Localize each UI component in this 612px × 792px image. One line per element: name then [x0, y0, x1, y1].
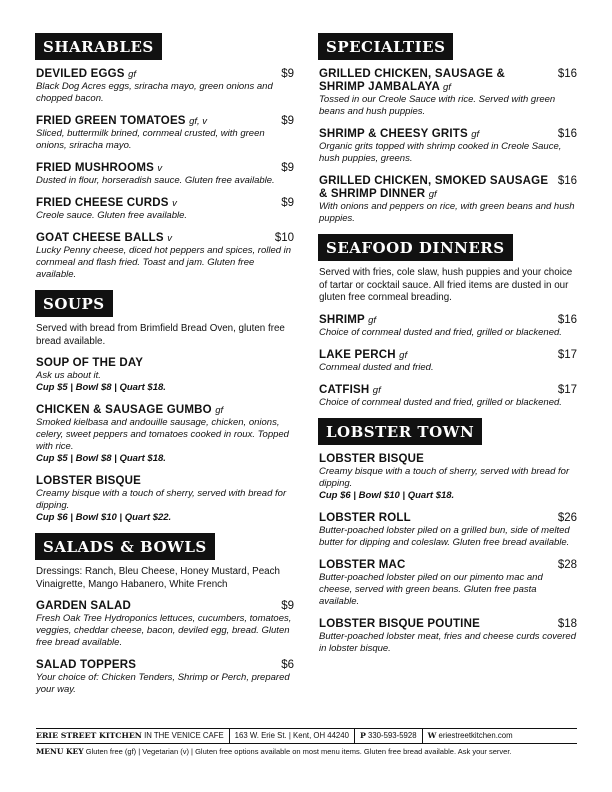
- menu-item: [319, 128, 577, 165]
- menu-item-description: Cornmeal dusted and fried.: [319, 361, 434, 373]
- menu-item-price: $28: [557, 558, 577, 571]
- menu-item: [36, 600, 294, 649]
- menu-item-name-line: [319, 68, 550, 94]
- menu-items: [36, 357, 294, 524]
- section-lobster: [319, 419, 577, 655]
- menu-item-name-line: [319, 349, 407, 362]
- menu-item-description: Sliced, buttermilk brined, cornmeal crusted, with green onions, sriracha mayo.: [36, 128, 265, 151]
- dietary-tag: gf: [442, 82, 451, 93]
- dietary-tag: gf: [215, 405, 224, 416]
- menu-item-header: [319, 512, 577, 525]
- menu-item-description: Tossed in our Creole Sauce with rice. Served with green beans and hush puppies.: [319, 94, 556, 117]
- menu-item-description: Dusted in flour, horseradish sauce. Gluten free available.: [36, 175, 275, 186]
- website-link[interactable]: eriestreetkitchen.com: [438, 731, 513, 740]
- menu-item: [319, 314, 577, 339]
- menu-item: [319, 68, 577, 118]
- menu-item-name-line: [36, 357, 143, 370]
- menu-item: [36, 197, 294, 222]
- menu-item-name: CHICKEN & SAUSAGE GUMBO: [36, 404, 212, 416]
- menu-item: [36, 68, 294, 105]
- menu-item-name-line: [36, 115, 207, 128]
- dietary-tag: v: [172, 198, 177, 209]
- menu-items: [319, 68, 577, 225]
- brand-name: ERIE STREET KITCHEN: [36, 731, 142, 740]
- menu-key-label: MENU KEY: [36, 747, 84, 756]
- section-intro-salads: Dressings: Ranch, Bleu Cheese, Honey Mustard, Peach Vinaigrette, Mango Habanero, White French: [36, 566, 280, 590]
- section-title-specialties: SPECIALTIES: [319, 34, 452, 59]
- menu-item-name-line: [36, 659, 136, 672]
- menu-item-description: With onions and peppers on rice, with green beans and hush puppies.: [319, 201, 575, 224]
- menu-item: [36, 475, 294, 524]
- menu-item-name-line: [36, 197, 177, 210]
- menu-item-header: [319, 453, 577, 466]
- menu-item-description: Organic grits topped with shrimp cooked in Creole Sauce, hush puppies, greens.: [319, 141, 562, 164]
- section-title-lobster: LOBSTER TOWN: [319, 419, 481, 444]
- menu-item-description: Black Dog Acres eggs, sriracha mayo, green onions and chopped bacon.: [36, 81, 273, 104]
- menu-item-price: $16: [557, 313, 577, 326]
- footer-address: 163 W. Erie St. | Kent, OH 44240: [229, 729, 354, 743]
- dietary-tag: gf: [428, 189, 437, 200]
- menu-item-header: [319, 128, 577, 141]
- dietary-tag: gf: [399, 349, 408, 361]
- menu-item-name-line: [36, 404, 223, 417]
- menu-item-price: $16: [557, 68, 577, 80]
- left-column: [36, 34, 294, 706]
- section-sharables: [36, 34, 294, 281]
- menu-item-price: $16: [557, 175, 577, 187]
- menu-item-header: [36, 197, 294, 210]
- menu-item-name: FRIED MUSHROOMS: [36, 162, 154, 174]
- menu-item-price: $16: [557, 128, 577, 140]
- menu-item-name-line: [319, 512, 411, 525]
- section-specialties: [319, 34, 577, 225]
- footer-website: [422, 729, 577, 743]
- footer-phone: [354, 729, 422, 743]
- dietary-tag: v: [167, 233, 172, 244]
- menu-item-header: [36, 475, 294, 488]
- menu-item-description: Creamy bisque with a touch of sherry, served with bread for dipping.: [36, 488, 287, 511]
- phone-number: 330-593-5928: [368, 731, 417, 740]
- menu-item-header: [36, 162, 294, 175]
- menu-item-name: LOBSTER BISQUE: [319, 452, 425, 465]
- menu-item-description: Ask us about it.: [36, 370, 101, 381]
- menu-item-name-line: [319, 559, 406, 572]
- menu-item-header: [319, 384, 577, 397]
- dietary-tag: gf: [368, 314, 377, 326]
- section-intro-seafood: Served with fries, cole slaw, hush puppies and your choice of tartar or cocktail sauce. All fried items are dusted in our gluten free cornmeal breading.: [319, 267, 573, 303]
- menu-item-name-line: [319, 128, 479, 141]
- menu-item-sizes: Cup $5 | Bowl $8 | Quart $18.: [36, 382, 166, 393]
- menu-item-description: Choice of cornmeal dusted and fried, grilled or blackened.: [319, 396, 562, 408]
- section-title-seafood: SEAFOOD DINNERS: [319, 235, 512, 260]
- menu-item-name: GOAT CHEESE BALLS: [36, 232, 164, 244]
- menu-items: [319, 314, 577, 409]
- menu-item-price: $17: [557, 383, 577, 396]
- footer-contact-bar: [36, 728, 577, 744]
- menu-item-header: [36, 68, 294, 81]
- menu-item-price: $9: [281, 197, 294, 209]
- menu-item: [36, 659, 294, 696]
- dietary-tag: gf, v: [189, 116, 208, 127]
- dietary-tag: gf: [471, 129, 480, 140]
- menu-item-name-line: [36, 475, 141, 488]
- menu-item-name-line: [319, 384, 381, 397]
- menu-item-price: $6: [281, 659, 294, 671]
- menu-item-price: $17: [557, 348, 577, 361]
- menu-items: [36, 68, 294, 281]
- menu-item-description: Butter-poached lobster piled on a grilled bun, side of melted butter for dipping and coleslaw. Gluten free bread available.: [319, 524, 570, 548]
- menu-item-header: [319, 68, 577, 94]
- menu-item-description: Butter-poached lobster meat, fries and cheese curds covered in lobster bisque.: [319, 630, 576, 654]
- menu-item-name: DEVILED EGGS: [36, 68, 125, 80]
- menu-items: [319, 453, 577, 655]
- menu-key-text: Gluten free (gf) | Vegetarian (v) | Gluten free options available on most menu items. Gluten free bread available. Ask your server.: [85, 747, 512, 756]
- menu-item-name: SHRIMP & CHEESY GRITS: [319, 128, 468, 140]
- menu-item-header: [319, 314, 577, 327]
- section-title-salads: SALADS & BOWLS: [36, 534, 214, 559]
- menu-item-price: $10: [274, 232, 294, 244]
- menu-item-header: [36, 600, 294, 613]
- menu-item-name-line: [36, 162, 162, 175]
- menu-item-name: GRILLED CHICKEN, SMOKED SAUSAGE & SHRIMP DINNER: [319, 175, 549, 200]
- section-salads: [36, 534, 294, 696]
- menu-item-description: Butter-poached lobster piled on our pimento mac and cheese, served with green beans. Gluten free pasta available.: [319, 571, 543, 607]
- menu-item-price: $26: [557, 511, 577, 524]
- menu-item-description: Smoked kielbasa and andouille sausage, chicken, onions, celery, sweet peppers and tomatoes cooked in roux. Topped with rice.: [36, 417, 289, 452]
- menu-item-name: LOBSTER ROLL: [319, 511, 411, 524]
- phone-label: P: [359, 731, 366, 740]
- menu-item-header: [319, 618, 577, 631]
- menu-item-description: Your choice of: Chicken Tenders, Shrimp or Perch, prepared your way.: [36, 672, 290, 695]
- menu-item-sizes: Cup $6 | Bowl $10 | Quart $18.: [319, 489, 455, 501]
- menu-item-header: [36, 357, 294, 370]
- menu-item-name: SOUP OF THE DAY: [36, 357, 144, 369]
- menu-item-header: [36, 404, 294, 417]
- menu-item: [36, 232, 294, 281]
- menu-item-name: GRILLED CHICKEN, SAUSAGE & SHRIMP JAMBALAYA: [319, 68, 506, 93]
- footer: [36, 728, 577, 758]
- menu-item-header: [319, 175, 577, 201]
- menu-item-name-line: [36, 232, 172, 245]
- menu-item-name: LOBSTER MAC: [319, 558, 406, 571]
- menu-item-name-line: [319, 175, 550, 201]
- menu-item-name-line: [319, 453, 424, 466]
- menu-item-name: GARDEN SALAD: [36, 600, 132, 612]
- menu-item-sizes: Cup $5 | Bowl $8 | Quart $18.: [36, 453, 166, 464]
- menu-item-name: FRIED GREEN TOMATOES: [36, 115, 186, 127]
- menu-item-description: Lucky Penny cheese, diced hot peppers and spices, rolled in cornmeal and flash fried. Toast and jam. Gluten free available.: [36, 245, 292, 280]
- section-title-sharables: SHARABLES: [36, 34, 161, 59]
- menu-item: [36, 162, 294, 187]
- menu-item: [319, 453, 577, 502]
- menu-item: [319, 559, 577, 608]
- web-label: W: [427, 731, 437, 740]
- menu-item-header: [319, 559, 577, 572]
- menu-item-name: FRIED CHEESE CURDS: [36, 197, 169, 209]
- menu-item-name-line: [36, 600, 131, 613]
- dietary-tag: v: [157, 163, 163, 174]
- section-title-soups: SOUPS: [36, 291, 112, 316]
- menu-item: [36, 357, 294, 394]
- menu-item-description: Creole sauce. Gluten free available.: [36, 210, 188, 221]
- menu-item-price: $9: [281, 115, 294, 127]
- menu-item-sizes: Cup $6 | Bowl $10 | Quart $22.: [36, 512, 172, 523]
- menu-item-name: LOBSTER BISQUE POUTINE: [319, 617, 480, 630]
- menu-item-price: $9: [281, 162, 294, 174]
- footer-brand: [36, 729, 229, 743]
- menu-item: [319, 618, 577, 655]
- menu-items: [36, 600, 294, 696]
- menu-item-header: [36, 232, 294, 245]
- menu-item: [36, 404, 294, 465]
- menu-item-name: LAKE PERCH: [319, 348, 396, 361]
- section-seafood: [319, 235, 577, 409]
- menu-item-name: LOBSTER BISQUE: [36, 475, 142, 487]
- menu-item-price: $18: [557, 617, 577, 630]
- menu-item-name-line: [319, 618, 480, 631]
- menu-item-name: CATFISH: [319, 383, 370, 396]
- menu-item-description: Fresh Oak Tree Hydroponics lettuces, cucumbers, tomatoes, veggies, cheddar cheese, bacon, deviled egg, bread. Gluten free bread available.: [36, 613, 292, 648]
- menu-item: [319, 175, 577, 225]
- menu-item-name: SALAD TOPPERS: [36, 659, 137, 671]
- section-soups: [36, 291, 294, 524]
- menu-item: [319, 512, 577, 549]
- menu-item-header: [36, 115, 294, 128]
- right-column: [319, 34, 577, 665]
- menu-item-name: SHRIMP: [319, 313, 365, 326]
- menu-item: [319, 384, 577, 409]
- brand-sub: IN THE VENICE CAFE: [144, 731, 224, 740]
- dietary-tag: gf: [372, 384, 381, 396]
- menu-item-name-line: [36, 68, 136, 81]
- menu-item: [36, 115, 294, 152]
- menu-item-header: [36, 659, 294, 672]
- menu-item-description: Choice of cornmeal dusted and fried, grilled or blackened.: [319, 326, 562, 338]
- section-intro-soups: Served with bread from Brimfield Bread Oven, gluten free bread available.: [36, 323, 285, 347]
- menu-key: [36, 744, 577, 758]
- menu-item: [319, 349, 577, 374]
- menu-item-header: [319, 349, 577, 362]
- menu-item-name-line: [319, 314, 376, 327]
- menu-item-description: Creamy bisque with a touch of sherry, served with bread for dipping.: [319, 465, 570, 489]
- dietary-tag: gf: [128, 69, 137, 80]
- menu-item-price: $9: [281, 600, 294, 612]
- menu-item-price: $9: [281, 68, 294, 80]
